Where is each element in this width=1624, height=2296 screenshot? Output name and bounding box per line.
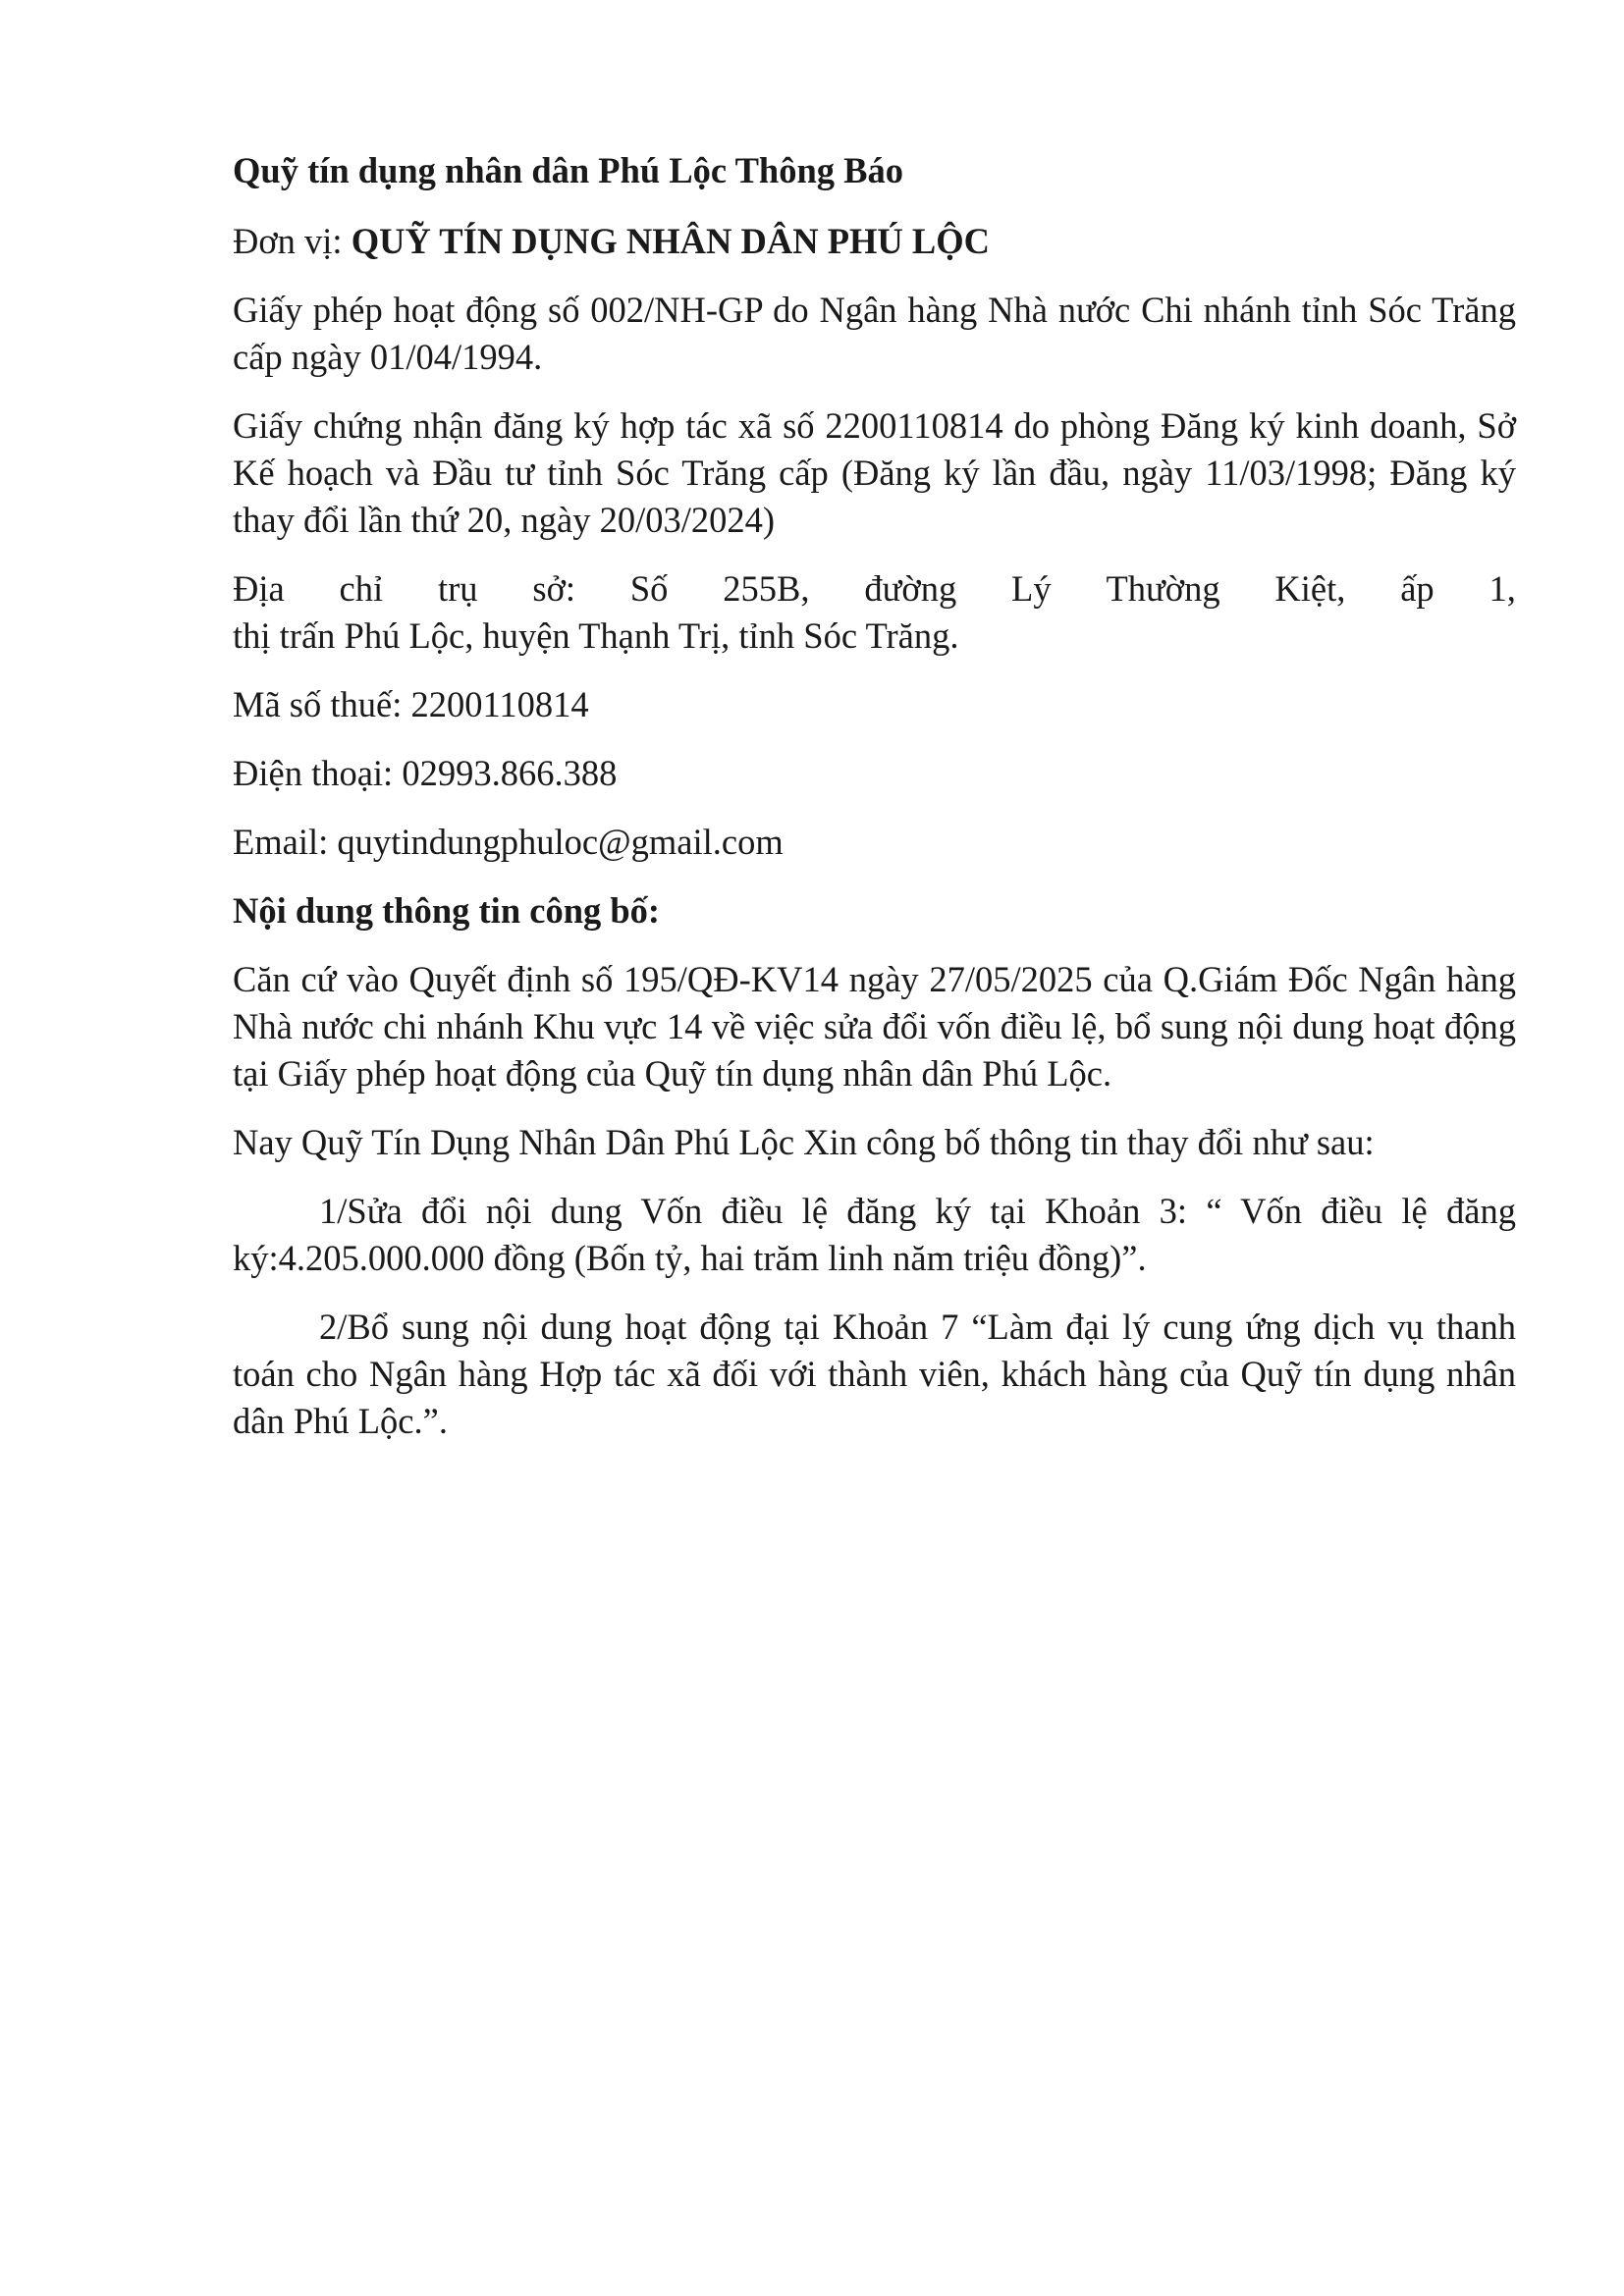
license-paragraph: Giấy phép hoạt động số 002/NH-GP do Ngân hàng Nhà nước Chi nhánh tỉnh Sóc Trăng cấp ngày 01/04/1994. [233, 290, 1516, 377]
unit-name: QUỸ TÍN DỤNG NHÂN DÂN PHÚ LỘC [351, 221, 990, 261]
address-word: 1, [1489, 568, 1516, 609]
content-heading: Nội dung thông tin công bố: [233, 890, 661, 931]
address-word: Kiệt, [1274, 568, 1346, 609]
item-2: 2/Bổ sung nội dung hoạt động tại Khoản 7 “Làm đại lý cung ứng dịch vụ thanh toán cho Ngân hàng Hợp tác xã đối với thành viên, khách hàng của Quỹ tín dụng nhân dân Phú Lộc.”. [233, 1307, 1516, 1441]
notice-title: Quỹ tín dụng nhân dân Phú Lộc Thông Báo [233, 150, 904, 190]
address-word: Địa [233, 568, 285, 609]
address-word: sở: [532, 568, 576, 609]
address-word: ấp [1400, 568, 1435, 609]
address-word: Số [629, 568, 669, 609]
unit-label: Đơn vị: [233, 221, 352, 261]
address-line-1 [233, 565, 1516, 613]
document-page [233, 147, 1516, 1467]
registration-paragraph: Giấy chứng nhận đăng ký hợp tác xã số 2200110814 do phòng Đăng ký kinh doanh, Sở Kế hoạch và Đầu tư tỉnh Sóc Trăng cấp (Đăng ký lần đầu, ngày 11/03/1998; Đăng ký thay đổi lần thứ 20, ngày 20/03/2024) [233, 405, 1516, 540]
basis-paragraph: Căn cứ vào Quyết định số 195/QĐ-KV14 ngày 27/05/2025 của Q.Giám Đốc Ngân hàng Nhà nước chi nhánh Khu vực 14 về việc sửa đổi vốn điều lệ, bổ sung nội dung hoạt động tại Giấy phép hoạt động của Quỹ tín dụng nhân dân Phú Lộc. [233, 959, 1516, 1094]
address-word: đường [864, 568, 957, 609]
item-1: 1/Sửa đổi nội dung Vốn điều lệ đăng ký tại Khoản 3: “ Vốn điều lệ đăng ký:4.205.000.000 đồng (Bốn tỷ, hai trăm linh năm triệu đồng)”. [233, 1191, 1516, 1278]
address-word: trụ [437, 568, 478, 609]
address-paragraph [233, 565, 1516, 660]
email: Email: quytindungphuloc@gmail.com [233, 822, 784, 862]
tax-code: Mã số thuế: 2200110814 [233, 684, 589, 724]
address-word: 255B, [723, 568, 810, 609]
intro-paragraph: Nay Quỹ Tín Dụng Nhân Dân Phú Lộc Xin công bố thông tin thay đổi như sau: [233, 1122, 1375, 1162]
address-line-2: thị trấn Phú Lộc, huyện Thạnh Trị, tỉnh Sóc Trăng. [233, 615, 959, 656]
phone: Điện thoại: 02993.866.388 [233, 753, 618, 793]
address-word: Lý [1011, 568, 1052, 609]
unit-line [233, 218, 1516, 265]
address-word: chỉ [339, 568, 384, 609]
address-word: Thường [1106, 568, 1220, 609]
